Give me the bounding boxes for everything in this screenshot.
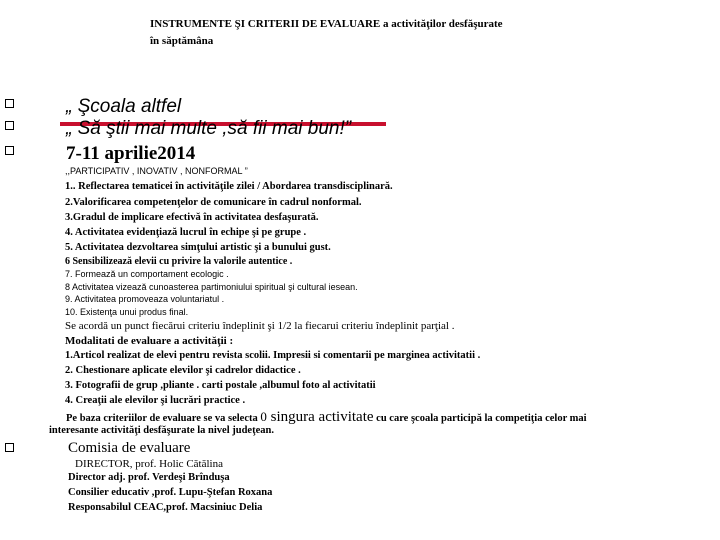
selection-text-part1: Pe baza criteriilor de evaluare se va selecta — [66, 413, 261, 424]
criteria-item-4: 4. Activitatea evidenţiază lucrul în echipe şi pe grupe . — [65, 227, 307, 238]
bullet-square — [5, 443, 14, 452]
method-item-2: 2. Chestionare aplicate elevilor şi cadrelor didactice . — [65, 365, 301, 376]
selection-count: 0 — [260, 409, 267, 424]
method-item-4: 4. Creaţii ale elevilor şi lucrări practice . — [65, 395, 246, 406]
document-header-line2: în săptămâna — [150, 35, 214, 47]
method-item-1: 1.Articol realizat de elevi pentru revista scolii. Impresii si comentarii pe marginea activitatii . — [65, 350, 481, 361]
title-line1: „ Şcoala altfel — [66, 96, 182, 117]
criteria-item-2: 2.Valorificarea competenţelor de comunicare în cadrul nonformal. — [65, 197, 362, 208]
committee-heading: Comisia de evaluare — [68, 440, 191, 456]
bullet-square — [5, 146, 14, 155]
selection-line2: interesante activităţi desfăşurate la nivel judeţean. — [49, 425, 274, 436]
methods-heading: Modalitati de evaluare a activităţii : — [65, 335, 234, 347]
criteria-item-8: 8 Activitatea vizează cunoasterea partimoniului spiritual şi cultural iesean. — [65, 282, 358, 292]
criteria-item-3: 3.Gradul de implicare efectivă în activitatea desfaşurată. — [65, 212, 319, 223]
criteria-item-10: 10. Existenţa unui produs final. — [65, 307, 189, 317]
criteria-item-7: 7. Formează un comportament ecologic . — [65, 269, 229, 279]
criteria-item-5: 5. Activitatea dezvoltarea simţului artistic şi a bunului gust. — [65, 242, 331, 253]
criteria-item-1: 1.. Reflectarea tematicei în activităţile zilei / Abordarea transdisciplinară. — [65, 181, 393, 192]
criteria-item-9: 9. Activitatea promoveaza voluntariatul . — [65, 294, 225, 304]
selection-line1 — [66, 409, 587, 426]
title-date: 7-11 aprilie2014 — [66, 143, 196, 164]
committee-member-3: Consilier educativ ,prof. Lupu-Ştefan Roxana — [68, 487, 273, 498]
committee-member-4: Responsabilul CEAC,prof. Macsiniuc Delia — [68, 502, 263, 513]
committee-member-2: Director adj. prof. Verdeşi Brînduşa — [68, 472, 230, 483]
selection-text-part2: cu care şcoala participă la competiţia celor mai — [373, 413, 587, 424]
committee-member-1: DIRECTOR, prof. Holic Cătălina — [75, 458, 223, 470]
title-line2: „ Să ştii mai multe ,să fii mai bun!” — [66, 118, 352, 139]
scoring-rule: Se acordă un punct fiecărui criteriu îndeplinit şi 1/2 la fiecarui criteriu îndeplinit parţial . — [65, 320, 455, 332]
criteria-subtitle: ,,PARTICIPATIV , INOVATIV , NONFORMAL ” — [65, 166, 248, 176]
bullet-square — [5, 99, 14, 108]
document-header-line1: INSTRUMENTE ŞI CRITERII DE EVALUARE a activităţilor desfăşurate — [150, 18, 503, 30]
selection-emphasis: singura activitate — [266, 409, 374, 425]
criteria-item-6: 6 Sensibilizează elevii cu privire la valorile autentice . — [65, 256, 293, 267]
method-item-3: 3. Fotografii de grup ,pliante . carti postale ,albumul foto al activitatii — [65, 380, 376, 391]
bullet-square — [5, 121, 14, 130]
